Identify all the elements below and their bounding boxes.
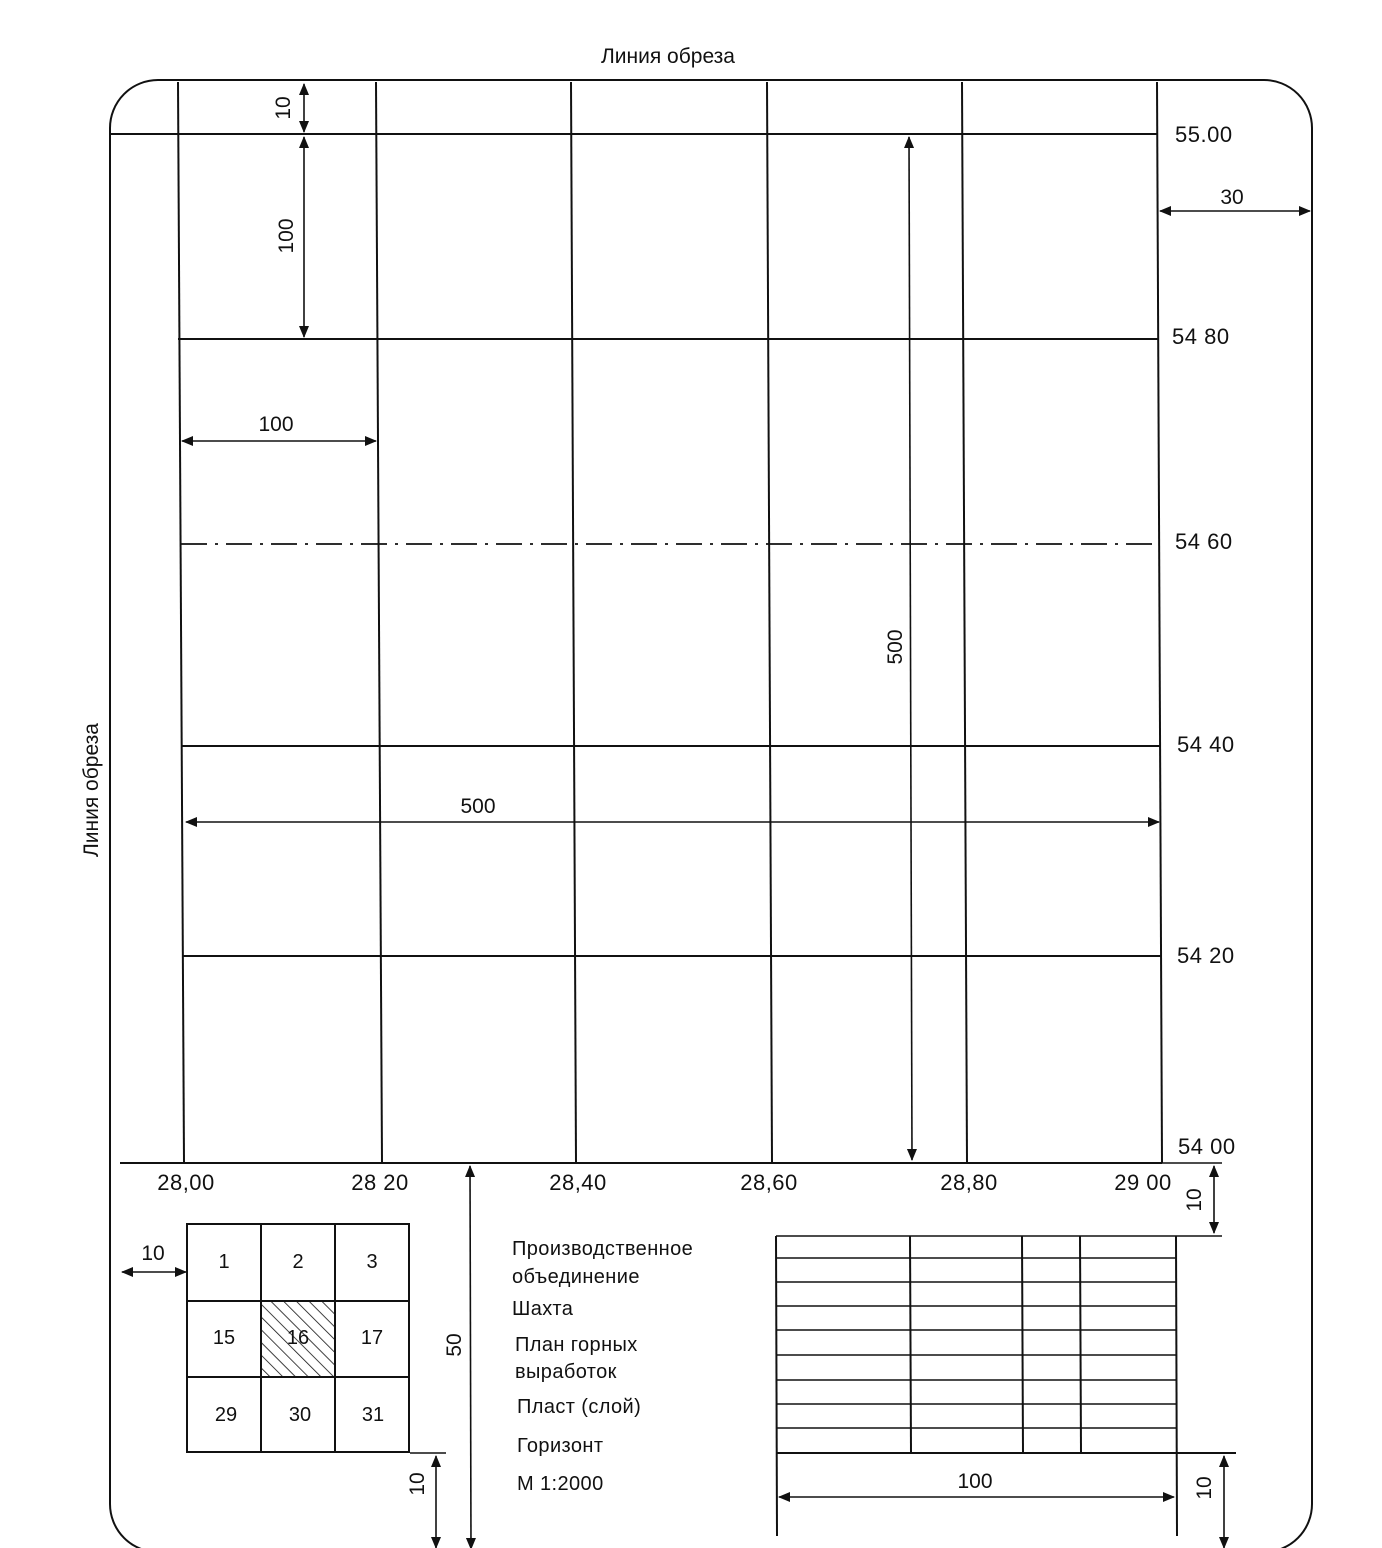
title-line: М 1:2000 bbox=[517, 1473, 604, 1495]
dimension-table-gap bbox=[1193, 1456, 1224, 1548]
index-cell: 17 bbox=[360, 1327, 384, 1349]
stamp-table bbox=[776, 1236, 1236, 1536]
x-coordinate-labels bbox=[157, 1170, 1172, 1195]
dimension-value: 10 bbox=[141, 1242, 165, 1265]
title-line: выработок bbox=[515, 1361, 617, 1383]
x-label: 28,40 bbox=[549, 1170, 607, 1195]
dimension-bottom-strip bbox=[443, 1166, 471, 1548]
dimension-value: 100 bbox=[258, 413, 294, 436]
y-label: 54 40 bbox=[1177, 732, 1235, 757]
index-cell-highlighted: 16 bbox=[286, 1327, 310, 1349]
dimension-frame-height bbox=[884, 137, 912, 1160]
dimension-value: 500 bbox=[884, 629, 907, 665]
dimension-value: 10 bbox=[1183, 1188, 1206, 1212]
index-cell: 30 bbox=[288, 1404, 312, 1426]
dimension-frame-width bbox=[186, 795, 1159, 822]
dimension-value: 100 bbox=[957, 1470, 993, 1493]
index-cell: 2 bbox=[292, 1251, 304, 1273]
title-line: Производственное bbox=[512, 1238, 694, 1260]
title-line: План горных bbox=[515, 1334, 638, 1356]
sheet-index-map bbox=[187, 1224, 409, 1452]
dimension-value: 10 bbox=[272, 96, 295, 120]
y-label: 54 80 bbox=[1172, 324, 1230, 349]
index-cell: 3 bbox=[366, 1251, 378, 1273]
index-cell: 29 bbox=[214, 1404, 238, 1426]
dimension-cell-width bbox=[182, 413, 376, 441]
index-cell: 31 bbox=[361, 1404, 385, 1426]
dimension-top-margin bbox=[272, 84, 304, 132]
y-coordinate-labels bbox=[1172, 122, 1236, 1159]
title-line: Шахта bbox=[512, 1298, 574, 1320]
dimension-value: 500 bbox=[460, 795, 496, 818]
grid-horizontal-lines bbox=[110, 134, 1162, 1163]
dimension-value: 10 bbox=[406, 1472, 429, 1496]
dimension-table-width bbox=[779, 1470, 1174, 1497]
dimension-value: 50 bbox=[443, 1333, 466, 1357]
title-line: Пласт (слой) bbox=[517, 1396, 642, 1418]
y-label: 54 00 bbox=[1178, 1134, 1236, 1159]
dimension-left-offset bbox=[122, 1242, 186, 1272]
index-cell: 1 bbox=[218, 1251, 230, 1273]
x-label: 29 00 bbox=[1114, 1170, 1172, 1195]
y-label: 54 20 bbox=[1177, 943, 1235, 968]
y-label: 54 60 bbox=[1175, 529, 1233, 554]
x-label: 28,00 bbox=[157, 1170, 215, 1195]
x-label: 28,60 bbox=[740, 1170, 798, 1195]
index-cell: 15 bbox=[212, 1327, 236, 1349]
dimension-value: 30 bbox=[1220, 186, 1244, 209]
dimension-value: 10 bbox=[1193, 1476, 1216, 1500]
cut-line-top-label: Линия обреза bbox=[601, 45, 735, 68]
y-label: 55.00 bbox=[1175, 122, 1233, 147]
title-line: объединение bbox=[512, 1266, 640, 1288]
title-block-text bbox=[512, 1238, 693, 1495]
x-label: 28,80 bbox=[940, 1170, 998, 1195]
x-label: 28 20 bbox=[351, 1170, 409, 1195]
dimension-bottom-gap bbox=[406, 1453, 446, 1548]
dimension-value: 100 bbox=[275, 218, 298, 254]
dimension-right-margin bbox=[1160, 186, 1310, 211]
cut-line-left-label: Линия обреза bbox=[80, 723, 103, 857]
title-line: Горизонт bbox=[517, 1435, 604, 1457]
dimension-cell-height bbox=[275, 137, 304, 337]
grid-vertical-lines bbox=[178, 82, 1162, 1163]
